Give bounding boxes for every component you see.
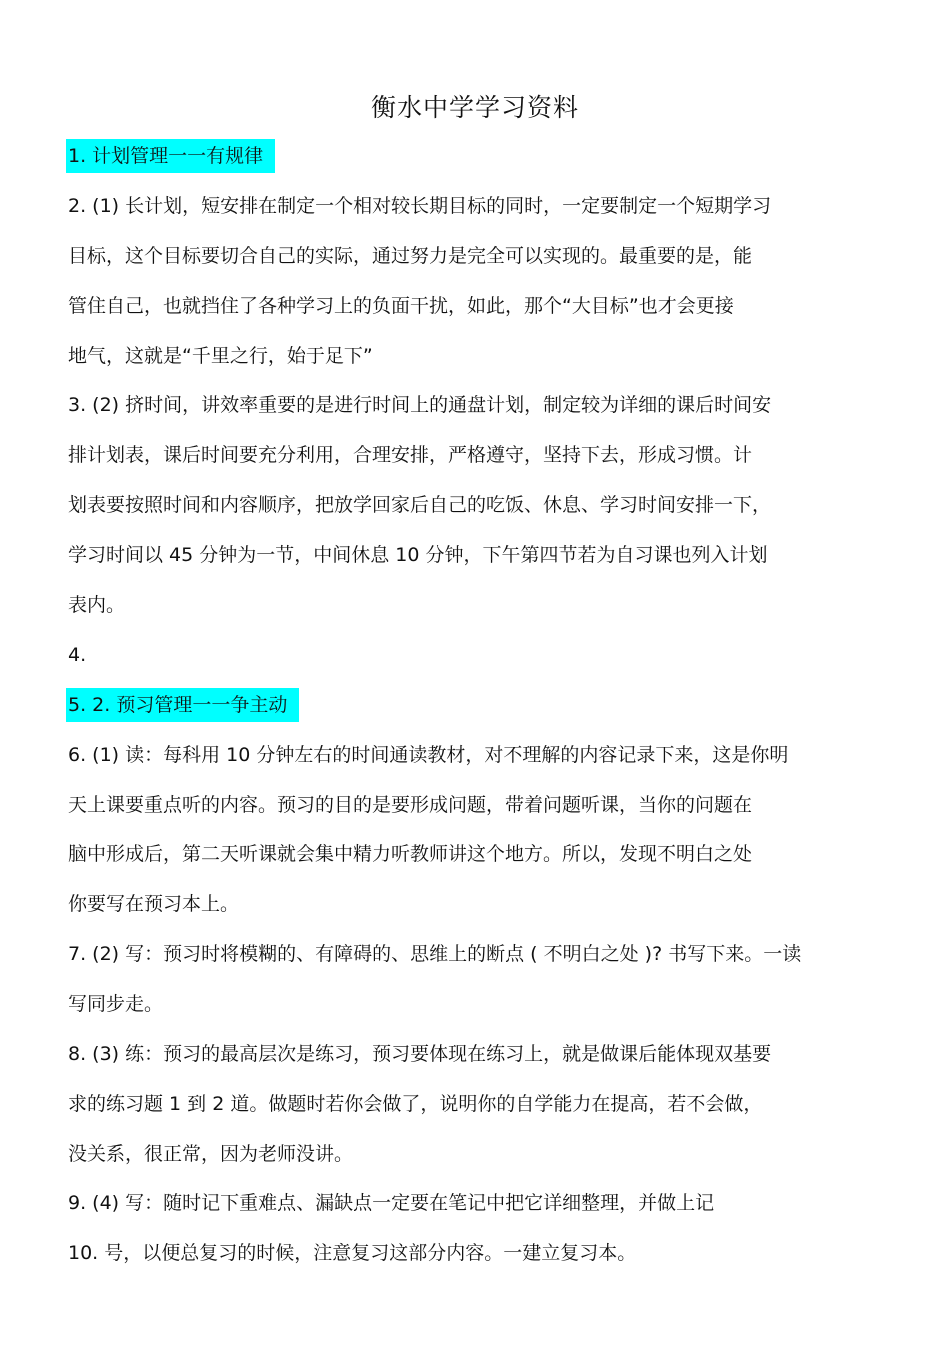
text-line: 划表要按照时间和内容顺序，把放学回家后自己的吃饭、休息、学习时间安排一下， (68, 494, 772, 516)
text-line: 6. (1) 读：每科用 10 分钟左右的时间通读教材，对不理解的内容记录下来，这是你明 (68, 744, 789, 766)
heading-line (68, 691, 299, 719)
text-line: 2. (1) 长计划，短安排在制定一个相对较长期目标的同时，一定要制定一个短期学习 (68, 195, 772, 217)
text-line: 8. (3) 练：预习的最高层次是练习，预习要体现在练习上，就是做课后能体现双基要 (68, 1043, 772, 1065)
highlighted-heading: 1. 计划管理一一有规律 (66, 139, 275, 173)
text-line: 排计划表，课后时间要充分利用，合理安排，严格遵守，坚持下去，形成习惯。计 (68, 444, 753, 466)
text-line: 7. (2) 写：预习时将模糊的、有障碍的、思维上的断点 ( 不明白之处 )? 书写下来。一读 (68, 943, 802, 965)
text-line: 管住自己，也就挡住了各种学习上的负面干扰，如此，那个“大目标”也才会更接 (68, 295, 734, 317)
text-line: 3. (2) 挤时间，讲效率重要的是进行时间上的通盘计划，制定较为详细的课后时间安 (68, 394, 772, 416)
text-line: 天上课要重点听的内容。预习的目的是要形成问题，带着问题听课，当你的问题在 (68, 794, 753, 816)
text-line: 地气，这就是“千里之行，始于足下” (68, 345, 373, 367)
highlighted-heading: 5. 2. 预习管理一一争主动 (66, 688, 299, 722)
heading-line (68, 142, 275, 170)
text-line: 目标，这个目标要切合自己的实际，通过努力是完全可以实现的。最重要的是，能 (68, 245, 753, 267)
text-line: 4. (68, 644, 87, 666)
text-line: 10. 号，以便总复习的时候，注意复习这部分内容。一建立复习本。 (68, 1242, 637, 1264)
text-line: 你要写在预习本上。 (68, 893, 240, 915)
text-line: 脑中形成后，第二天听课就会集中精力听教师讲这个地方。所以，发现不明白之处 (68, 843, 753, 865)
page-title: 衡水中学学习资料 (370, 93, 579, 122)
text-line: 没关系，很正常，因为老师没讲。 (68, 1143, 354, 1165)
text-line: 写同步走。 (68, 993, 164, 1015)
text-line: 9. (4) 写：随时记下重难点、漏缺点一定要在笔记中把它详细整理，并做上记 (68, 1192, 715, 1214)
text-line: 求的练习题 1 到 2 道。做题时若你会做了，说明你的自学能力在提高，若不会做， (68, 1093, 763, 1115)
text-line: 学习时间以 45 分钟为一节，中间休息 10 分钟，下午第四节若为自习课也列入计划 (68, 544, 768, 566)
text-line: 表内。 (68, 594, 126, 616)
